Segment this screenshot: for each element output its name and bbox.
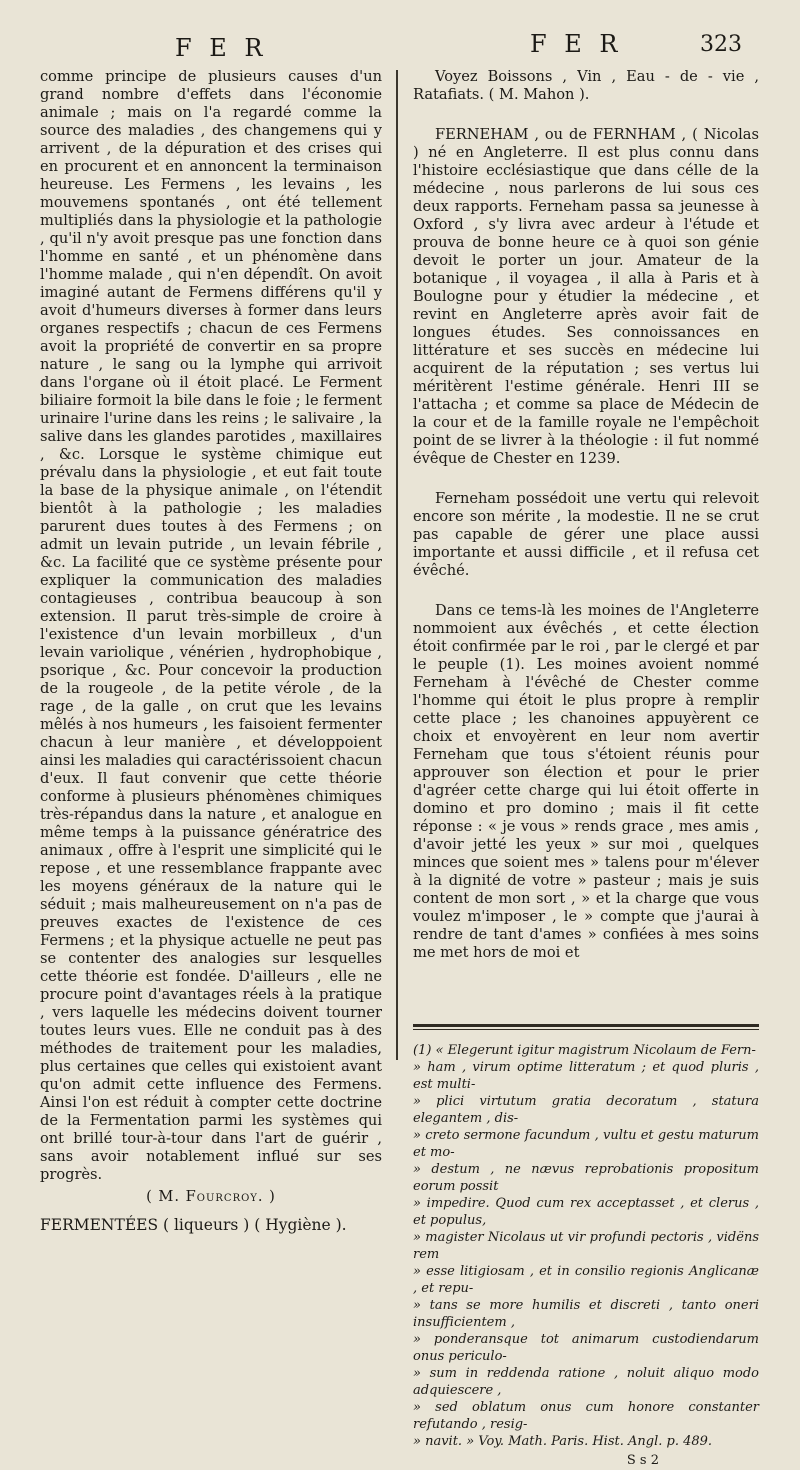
running-header xyxy=(0,28,800,68)
right-column xyxy=(413,68,759,1470)
footnote-line: » sum in reddenda ratione , noluit aliquo modo adquiescere , xyxy=(413,1366,759,1398)
author-signature: ( M. Fourcroy. ) xyxy=(146,1188,276,1205)
running-head-right: F E R xyxy=(530,30,623,58)
cross-reference-signature: ( M. Mahon ). xyxy=(488,86,590,103)
footnote-rule-thick xyxy=(413,1024,759,1027)
fermentation-article-text: comme principe de plusieurs causes d'un grand nombre d'effets dans l'économie animale ; mais on l'a regardé comme la source des maladies , des changemens qui y arrivent , de la dépuration et des crises qui en procurent et en annoncent la terminaison heureuse. Les Fermens , les levains , les mouvemens spontanés , ont été tellement multipliés dans la physiologie et la pathologie , qu'il n'y avoit presque pas une fonction dans l'homme en santé , et un phénomène dans l'homme malade , qui n'en dépendît. On avoit imaginé autant de Fermens différens qu'il y avoit d'humeurs diverses à former dans leurs organes respectifs ; chacun de ces Fermens avoit la propriété de convertir en sa propre nature , le sang ou la lymphe qui arrivoit dans l'organe où il étoit placé. Le Ferment biliaire formoit la bile dans le foie ; le ferment urinaire l'urine dans les reins ; le salivaire , la salive dans les glandes parotides , maxillaires , &c. Lorsque le système chimique eut prévalu dans la physiologie , et eut fait toute la base de la physique animale , on l'étendit bientôt à la pathologie ; les maladies parurent dues toutes à des Fermens ; on admit un levain putride , un levain fébrile , &c. La facilité que ce système présente pour expliquer la communication des maladies contagieuses , contribua beaucoup à son extension. Il parut très-simple de croire à l'existence d'un levain morbilleux , d'un levain variolique , vénérien , hydrophobique , psorique , &c. Pour concevoir la production de la rougeole , de la petite vérole , de la rage , de la galle , on crut que les levains mêlés à nos humeurs , les faisoient fermenter chacun à leur manière , et développoient ainsi les maladies qui caractérissoient chacun d'eux. Il faut convenir que cette théorie conforme à plusieurs phénomènes chimiques très-répandus dans la nature , et analogue en même temps à la puissance génératrice des animaux , offre à l'esprit une simplicité qui le repose , et une ressemblance frappante avec les moyens généraux de la nature qui le séduit ; mais malheureusement on n'a pas de preuves exactes de l'existence de ces Fermens ; et la physique actuelle ne peut pas se contenter des analogies sur lesquelles cette théorie est fondée. D'ailleurs , elle ne procure point d'avantages réels à la pratique , vers laquelle les médecins doivent tourner toutes leurs vues. Elle ne conduit pas à des méthodes de traitement pour les maladies, plus certaines que celles qui existoient avant qu'on admit cette influence des Fermens. Ainsi l'on est réduit à compter cette doctrine de la Fermentation parmi les systèmes qui ont brillé tour-à-tour dans l'art de guérir , sans avoir notablement influé sur ses progrès. xyxy=(40,68,382,1183)
footnote-line: » sed oblatum onus cum honore constanter refutando , resig- xyxy=(413,1400,759,1432)
ferneham-paragraph-1: FERNEHAM , ou de FERNHAM , ( Nicolas ) né en Angleterre. Il est plus connu dans l'histoire ecclésiastique que dans célle de la médecine , nous parlerons de lui sous ces deux rapports. Ferneham passa sa jeunesse à Oxford , s'y livra avec ardeur à l'étude et prouva de bonne heure ce à quoi son génie devoit le porter un jour. Amateur de la botanique , il voyagea , il alla à Paris et à Boulogne pour y étudier la médecine , et revint en Angleterre après avoir fait de longues études. Ses connoissances en littérature et ses succès en médecine lui acquirent de la réputation ; ses vertus lui méritèrent l'estime générale. Henri III se l'attacha ; et comme sa place de Médecin de la cour et de la famille royale ne l'empêchoit point de se livrer à la théologie : il fut nommé évêque de Chester en 1239. xyxy=(413,126,759,467)
running-head-left: F E R xyxy=(175,34,268,62)
ferneham-paragraph-2: Ferneham possédoit une vertu qui relevoit encore son mérite , la modestie. Il ne se crut pas capable de gérer une place aussi importante et aussi difficile , et il refusa cet évêché. xyxy=(413,490,759,579)
footnote-line: » navit. » Voy. Math. Paris. Hist. Angl. p. 489. xyxy=(413,1434,713,1449)
column-divider xyxy=(396,70,398,1060)
left-column xyxy=(40,68,382,1234)
footnote xyxy=(413,1042,759,1450)
next-entry-heading: FERMENTÉES ( liqueurs ) ( Hygiène ). xyxy=(40,1216,347,1234)
footnote-line: » ham , virum optime litteratum ; et quod pluris , est multi- xyxy=(413,1060,759,1092)
footnote-line: » magister Nicolaus ut vir profundi pectoris , vidëns rem xyxy=(413,1230,759,1262)
footnote-line: » destum , ne nævus reprobationis propositum eorum possit xyxy=(413,1162,759,1194)
signature-mark: S s 2 xyxy=(626,1453,659,1468)
footnote-line: » creto sermone facundum , vultu et gestu maturum et mo- xyxy=(413,1128,759,1160)
footnote-line: (1) « Elegerunt igitur magistrum Nicolaum de Fern- xyxy=(413,1043,756,1058)
ferneham-paragraph-3: Dans ce tems-là les moines de l'Angleterre nommoient aux évêchés , et cette élection étoit confirmée par le roi , par le clergé et par le peuple (1). Les moines avoient nommé Ferneham à l'évêché de Chester comme l'homme qui étoit le plus propre à remplir cette place ; les chanoines appuyèrent ce choix et envoyèrent en leur nom avertir Ferneham que tous s'étoient réunis pour approuver son élection et pour le prier d'agréer cette charge qui lui étoit offerte in domino et pro domino ; mais il fit cette réponse : « je vous » rends grace , mes amis , d'avoir jetté les yeux » sur moi , quelques minces que soient mes » talens pour m'élever à la dignité de votre » pasteur ; mais je suis content de mon sort , » et la charge que vous voulez m'imposer , le » compte que j'aurai à rendre de tant d'ames » confiées à mes soins me met hors de moi et xyxy=(413,602,759,961)
footnote-line: » impedire. Quod cum rex acceptasset , et clerus , et populus, xyxy=(413,1196,759,1228)
footnote-rule-thin xyxy=(413,1029,759,1030)
footnote-line: » esse litigiosam , et in consilio regionis Anglicanæ , et repu- xyxy=(413,1264,759,1296)
cross-reference: Voyez Boissons , Vin , Eau - de - vie , Ratafiats. ( M. Mahon ). xyxy=(413,68,759,103)
footnote-line: » plici virtutum gratia decoratum , statura elegantem , dis- xyxy=(413,1094,759,1126)
page-number: 323 xyxy=(700,32,742,57)
footnote-line: » ponderansque tot animarum custodiendarum onus periculo- xyxy=(413,1332,759,1364)
footnote-line: » tans se more humilis et discreti , tanto oneri insufficientem , xyxy=(413,1298,759,1330)
